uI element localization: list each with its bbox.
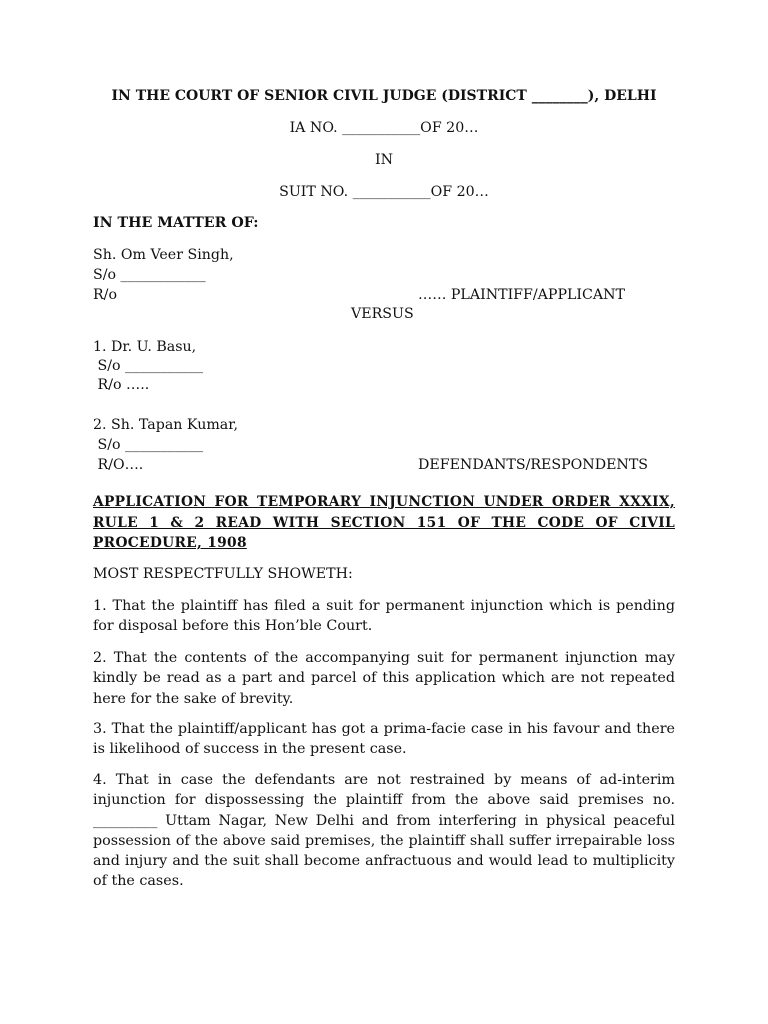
matter-heading: IN THE MATTER OF: [93, 215, 259, 231]
suit-number: SUIT NO. ___________OF 20… [279, 184, 489, 200]
showeth-line: MOST RESPECTFULLY SHOWETH: [93, 566, 353, 582]
defendant2-residence: R/O…. [93, 457, 144, 473]
document-page [93, 0, 675, 1024]
paragraph-4: 4. That in case the defendants are not restrained by means of ad-interim injunction for dispossessing the plaintiff from the above said premises no. _________ Uttam Nagar, New Delhi and from interfering in physical peaceful possession of the above said premises, the plaintiff shall suffer irrepairable loss and injury and the suit shall become anfractuous and would lead to multiplicity of the cases. [93, 772, 675, 890]
defendant2-role: DEFENDANTS/RESPONDENTS [418, 457, 649, 473]
paragraph-1: 1. That the plaintiff has filed a suit for permanent injunction which is pending for disposal before this Hon’ble Court. [93, 598, 675, 635]
ia-number: IA NO. ___________OF 20… [289, 120, 479, 136]
defendant1-name: 1. Dr. U. Basu, [93, 339, 197, 355]
defendant2-name: 2. Sh. Tapan Kumar, [93, 417, 238, 433]
application-heading: APPLICATION FOR TEMPORARY INJUNCTION UNDER ORDER XXXIX, RULE 1 & 2 READ WITH SECTION 151 OF THE CODE OF CIVIL PROCEDURE, 1908 [93, 494, 675, 551]
paragraph-2: 2. That the contents of the accompanying suit for permanent injunction may kindly be read as a part and parcel of this application which are not repeated here for the sake of brevity. [93, 650, 675, 707]
paragraph-3: 3. That the plaintiff/applicant has got a prima-facie case in his favour and there is likelihood of success in the present case. [93, 721, 675, 758]
plaintiff-parentage: S/o ____________ [93, 267, 206, 283]
plaintiff-residence: R/o [93, 287, 118, 303]
versus-label: VERSUS [351, 306, 414, 322]
defendant2-parentage: S/o ___________ [93, 437, 204, 453]
defendant1-residence: R/o ….. [93, 377, 150, 393]
in-word: IN [374, 152, 394, 168]
plaintiff-name: Sh. Om Veer Singh, [93, 247, 234, 263]
plaintiff-role: …… PLAINTIFF/APPLICANT [418, 287, 625, 303]
court-title: IN THE COURT OF SENIOR CIVIL JUDGE (DISTRICT ________), DELHI [111, 88, 657, 104]
defendant1-parentage: S/o ___________ [93, 358, 204, 374]
